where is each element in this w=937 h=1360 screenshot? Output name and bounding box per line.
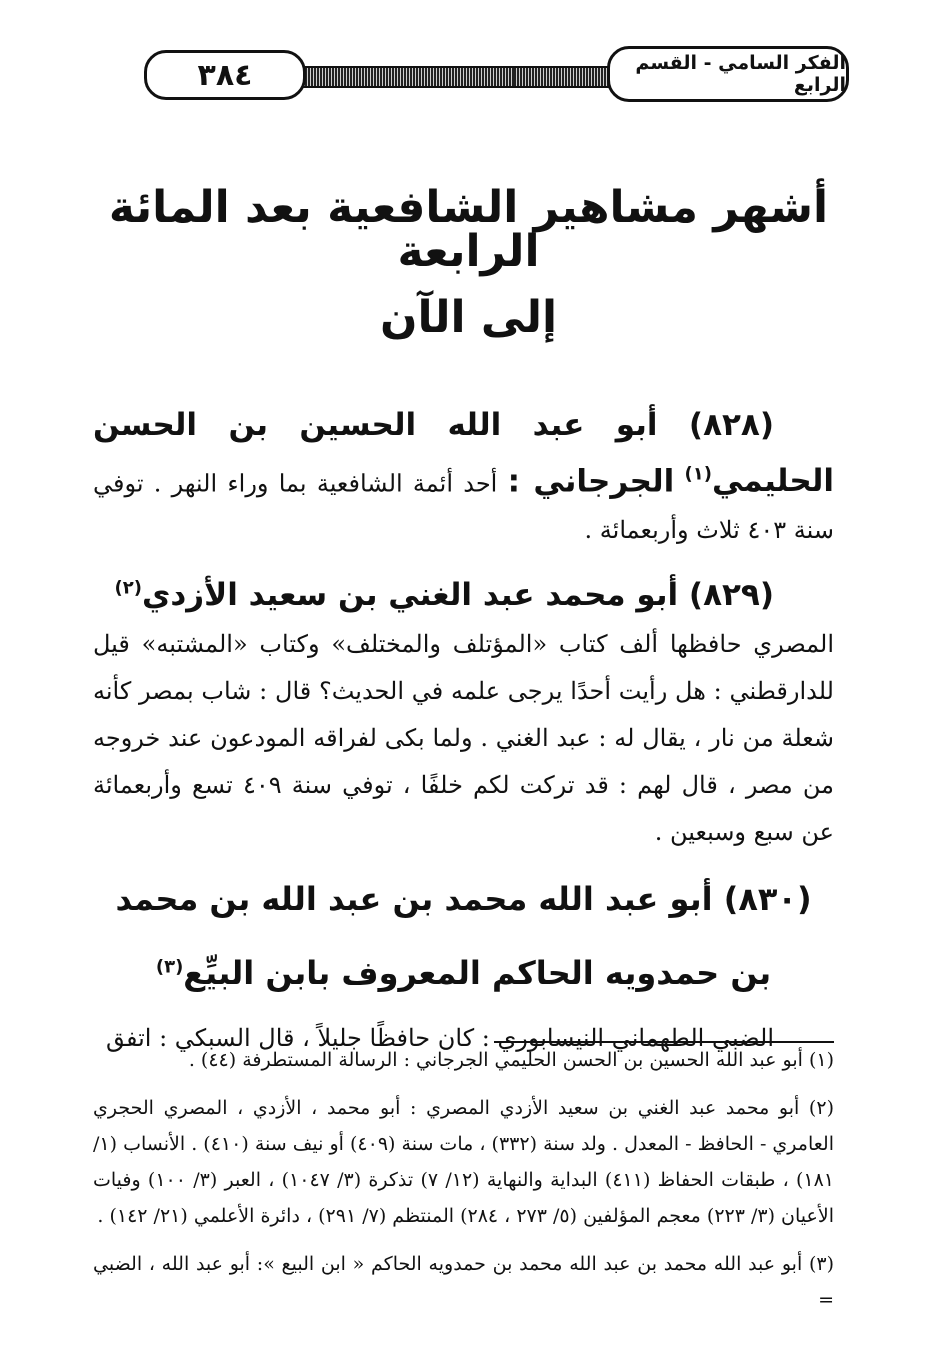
entry-heading: (٨٢٨) أبو عبد الله الحسين بن الحسن الحليمي$^{(١)}$ <box>93 407 834 500</box>
entry-heading: (٨٢٩) أبو محمد عبد الغني بن سعيد الأزدي$^{(٢)}$ <box>114 576 774 613</box>
entry-heading-end: الجرجاني : <box>507 463 675 500</box>
footnote-ref: (١) <box>684 464 712 485</box>
entry-828 <box>93 402 834 554</box>
footnotes <box>93 1042 834 1318</box>
footnote-3: (٣) أبو عبد الله محمد بن عبد الله محمد بن حمدويه الحاكم « ابن البيع »: أبو عبد الله ، الضبي = <box>93 1253 834 1311</box>
main-text <box>93 402 834 1062</box>
entry-830-text: الضبي الطهماني النيسابوري : كان حافظًا جليلاً ، قال السبكي : اتفق <box>105 1024 774 1053</box>
footnote-ref: (٢) <box>114 577 142 599</box>
entry-830-heading <box>93 866 834 1010</box>
footnote-1: (١) أبو عبد الله الحسين بن الحسن الحليمي الجرجاني : الرسالة المستطرفة (٤٤) . <box>188 1049 834 1071</box>
entry-text: أحد أئمة الشافعية بما وراء النهر . توفي سنة ٤٠٣ ثلاث وأربعمائة . <box>93 469 834 545</box>
entry-heading: (٨٣٠) أبو عبد الله محمد بن عبد الله بن محمد بن حمدويه الحاكم المعروف بابن البيِّع$^{(٣)}$ <box>115 879 812 993</box>
running-title: الفكر السامي - القسم الرابع <box>607 46 849 102</box>
footnote-ref: (٣) <box>155 956 184 978</box>
chapter-title-line-1: أشهر مشاهير الشافعية بعد المائة الرابعة <box>108 182 829 277</box>
chapter-title <box>80 182 857 343</box>
page-number: ٣٨٤ <box>144 50 306 100</box>
page-header <box>88 46 849 104</box>
entry-text: المصري حافظها ألف كتاب «المؤتلف والمختلف» وكتاب «المشتبه» قيل للدارقطني : هل رأيت أحدًا يرجى علمه في الحديث؟ قال : شاب بمصر كأنه شعلة من نار ، يقال له : عبد الغني . ولما بكى لفراقه المودعون عند خروجه من مصر ، قال لهم : قد تركت لكم خلفًا ، توفي سنة ٤٠٩ تسع وأربعمائة عن سبع وسبعين . <box>93 629 835 846</box>
header-ornament-right <box>514 66 622 88</box>
footnote-2: (٢) أبو محمد عبد الغني بن سعيد الأزدي المصري : أبو محمد ، الأزدي ، المصري الحجري العامري - الحافظ - المعدل . ولد سنة (٣٣٢) ، مات سنة (٤٠٩) أو نيف سنة (٤١٠) . الأنساب (١/ ١٨١) ، طبقات الحفاظ (٤١١) البداية والنهاية (١٢/ ٧) تذكرة (٣/ ١٠٤٧) ، العبر (٣/ ١٠٠) وفيات الأعيان (٣/ ٢٢٣) معجم المؤلفين (٥/ ٢٧٣ ، ٢٨٤) المنتظم (٧/ ٢٩١) ، دائرة الأعلمي (٢١/ ١٤٢) . <box>93 1097 834 1227</box>
chapter-title-line-2: إلى الآن <box>379 292 558 343</box>
entry-829 <box>93 564 834 855</box>
